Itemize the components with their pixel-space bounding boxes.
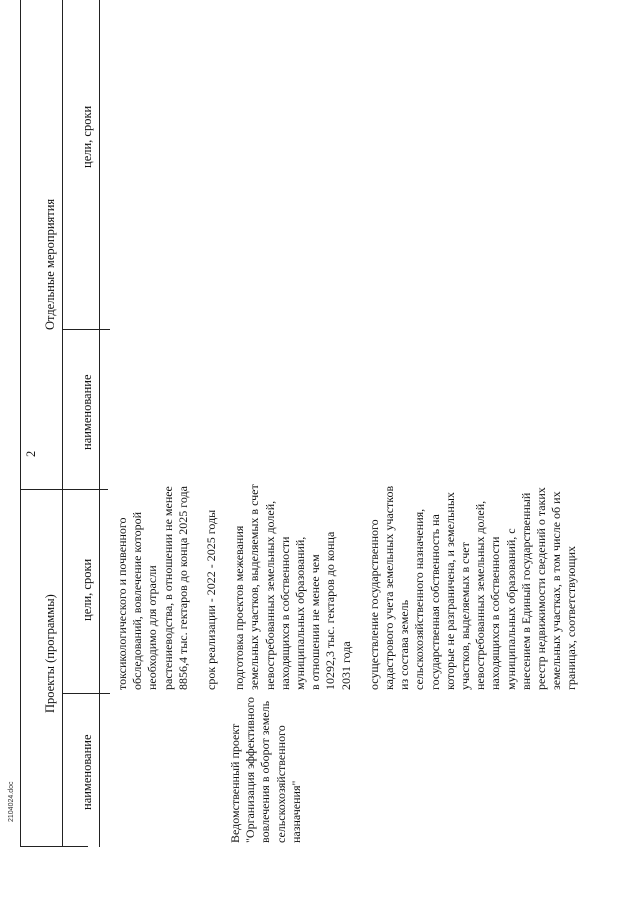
implementation-period: срок реализации - 2022 - 2025 годы bbox=[204, 509, 219, 690]
table-left-border bbox=[20, 846, 88, 847]
goal-surveying-line: земельных участков, выделяемых в счет bbox=[247, 484, 262, 690]
goal-cadastral-line: осуществление государственного bbox=[366, 519, 381, 690]
goal-cadastral-line: внесением в Единый государственный bbox=[518, 492, 533, 690]
goal-cadastral-line: из состава земель bbox=[397, 599, 412, 690]
project-name-cell bbox=[228, 697, 304, 843]
goal-cadastral-line: государственная собственность на bbox=[427, 514, 442, 690]
column-header-name: наименование bbox=[80, 734, 94, 810]
table-top-rule bbox=[20, 0, 21, 847]
column-divider-right bbox=[62, 329, 110, 330]
goal-cadastral-line: участков, выделяемых в счет bbox=[458, 542, 473, 690]
goal-surveying-line: находящихся в собственности bbox=[277, 536, 292, 690]
project-name-line: "Организация эффективного bbox=[243, 696, 258, 843]
goal-surveying-line: в отношении не менее чем bbox=[308, 554, 323, 690]
goal-cadastral-line: земельных участках, в том числе об их bbox=[549, 491, 564, 690]
project-name-line: сельскохозяйственного bbox=[273, 725, 288, 843]
goal-cadastral-line: которые не разграничена, и земельных bbox=[442, 492, 457, 690]
goal-surveying-line: муниципальных образований, bbox=[293, 536, 308, 690]
header-bottom-rule bbox=[99, 0, 100, 847]
project-name-line: вовлечения в оборот земель bbox=[258, 700, 273, 843]
goal-cadastral-line: реестр недвижимости сведений о таких bbox=[534, 487, 549, 690]
header-group-rule bbox=[62, 0, 63, 847]
goal-continuation-line: необходимо для отрасли bbox=[145, 565, 160, 690]
goal-cadastral-line: находящихся в собственности bbox=[488, 536, 503, 690]
goal-surveying-line: 10292,3 тыс. гектаров до конца bbox=[323, 531, 338, 690]
goal-cadastral-line: сельскохозяйственного назначения, bbox=[412, 508, 427, 690]
goal-cadastral-line: границах, соответствующих bbox=[564, 545, 579, 690]
goal-surveying-line: невостребованных земельных долей, bbox=[262, 500, 277, 690]
goal-surveying-line: 2031 года bbox=[338, 641, 353, 690]
project-name-line: Ведомственный проект bbox=[228, 723, 242, 843]
goal-continuation-line: токсикологического и почвенного bbox=[115, 517, 129, 690]
goal-continuation-line: обследований, вовлечение которой bbox=[130, 511, 145, 690]
goal-continuation-line: 8856,4 тыс. гектаров до конца 2025 года bbox=[175, 486, 190, 690]
column-divider-goals bbox=[20, 489, 108, 490]
goal-cadastral-line: невостребованных земельных долей, bbox=[473, 500, 488, 690]
goal-surveying-line: подготовка проектов межевания bbox=[232, 525, 247, 690]
group-header-projects: Проекты (программы) bbox=[43, 594, 57, 713]
column-divider-name bbox=[62, 693, 110, 694]
page-number: 2 bbox=[24, 450, 38, 457]
goal-cadastral-line: кадастрового учета земельных участков bbox=[382, 485, 397, 690]
goals-cell bbox=[115, 484, 580, 690]
file-name-footer: 2104024.doc bbox=[8, 781, 15, 822]
column-header-goals: цели, сроки bbox=[80, 558, 94, 621]
group-header-measures: Отдельные мероприятия bbox=[43, 198, 57, 330]
project-name-line: назначения" bbox=[288, 780, 303, 843]
column-header-goals-right: цели, сроки bbox=[80, 105, 94, 168]
goal-cadastral-line: муниципальных образований, с bbox=[503, 528, 518, 690]
column-header-name-right: наименование bbox=[80, 374, 94, 450]
goal-continuation-line: растениеводства, в отношении не менее bbox=[160, 486, 175, 690]
